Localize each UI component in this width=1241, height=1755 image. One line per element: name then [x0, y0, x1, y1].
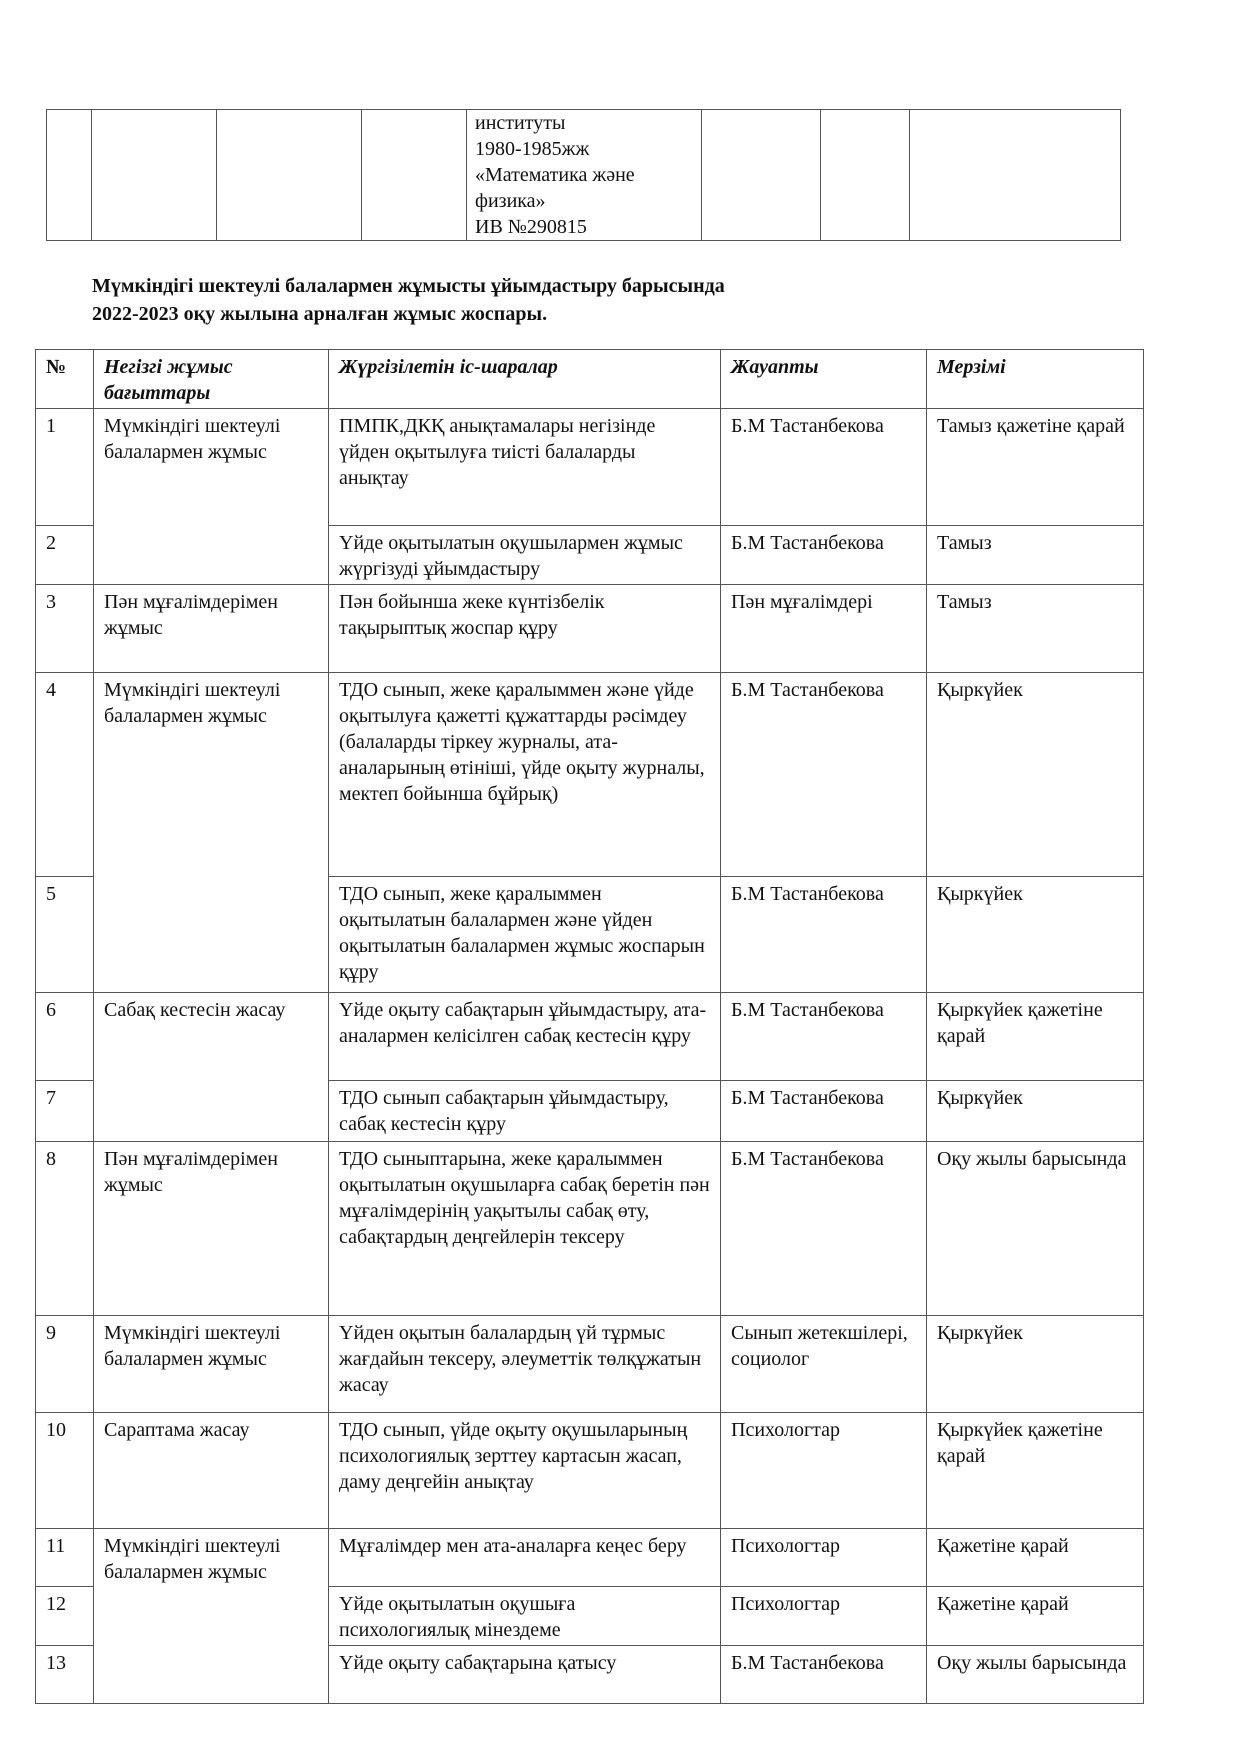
- row-responsible: Психологтар: [721, 1587, 927, 1646]
- document-heading: [92, 272, 1092, 328]
- row-direction: Пән мұғалімдерімен жұмыс: [94, 1142, 329, 1316]
- row-deadline: Қажетіне қарай: [927, 1529, 1144, 1587]
- row-responsible: Б.М Тастанбекова: [721, 1081, 927, 1142]
- row-responsible: Б.М Тастанбекова: [721, 526, 927, 585]
- row-deadline: Тамыз: [927, 526, 1144, 585]
- top-table-cell: [217, 110, 362, 241]
- row-deadline: Қыркүйек: [927, 673, 1144, 877]
- row-activity: ТДО сынып, үйде оқыту оқушыларының психологиялық зерттеу картасын жасап, даму деңгейін анықтау: [329, 1413, 721, 1529]
- row-responsible: Психологтар: [721, 1413, 927, 1529]
- table-row: [36, 409, 1144, 526]
- row-number: 6: [36, 993, 94, 1081]
- row-responsible: Б.М Тастанбекова: [721, 993, 927, 1081]
- top-table-cell: [362, 110, 467, 241]
- row-activity: Үйде оқыту сабақтарына қатысу: [329, 1646, 721, 1704]
- row-deadline: Қыркүйек қажетіне қарай: [927, 1413, 1144, 1529]
- row-responsible: Б.М Тастанбекова: [721, 877, 927, 993]
- row-number: 9: [36, 1316, 94, 1413]
- heading-line-1: Мүмкіндігі шектеулі балалармен жұмысты ұйымдастыру барысында: [92, 275, 725, 297]
- row-number: 5: [36, 877, 94, 993]
- row-direction: Мүмкіндігі шектеулі балалармен жұмыс: [94, 409, 329, 585]
- row-number: 10: [36, 1413, 94, 1529]
- row-activity: Үйде оқытылатын оқушылармен жұмыс жүргізуді ұйымдастыру: [329, 526, 721, 585]
- row-activity: ТДО сынып сабақтарын ұйымдастыру, сабақ кестесін құру: [329, 1081, 721, 1142]
- row-number: 3: [36, 585, 94, 673]
- table-row: [36, 1529, 1144, 1587]
- row-number: 7: [36, 1081, 94, 1142]
- row-deadline: Оқу жылы барысында: [927, 1646, 1144, 1704]
- row-direction: Пән мұғалімдерімен жұмыс: [94, 585, 329, 673]
- heading-line-2: 2022-2023 оқу жылына арналған жұмыс жоспары.: [92, 303, 548, 325]
- row-deadline: Қыркүйек: [927, 1081, 1144, 1142]
- row-deadline: Оқу жылы барысында: [927, 1142, 1144, 1316]
- row-activity: ТДО сыныптарына, жеке қаралыммен оқытылатын оқушыларға сабақ беретін пән мұғалімдерінің уақытылы сабақ өту, сабақтардың деңгейлерін тексеру: [329, 1142, 721, 1316]
- top-table-cell: [47, 110, 92, 241]
- row-deadline: Қыркүйек: [927, 877, 1144, 993]
- row-responsible: Психологтар: [721, 1529, 927, 1587]
- row-responsible: Б.М Тастанбекова: [721, 1142, 927, 1316]
- work-plan-table: [35, 349, 1144, 1704]
- header-responsible: Жауапты: [721, 350, 927, 409]
- table-row: [36, 1142, 1144, 1316]
- education-line: физика»: [475, 190, 546, 212]
- top-table-cell: [910, 110, 1121, 241]
- row-deadline: Тамыз қажетіне қарай: [927, 409, 1144, 526]
- row-activity: ТДО сынып, жеке қаралыммен оқытылатын балалармен және үйден оқытылатын балалармен жұмыс жоспарын құру: [329, 877, 721, 993]
- row-responsible: Сынып жетекшілері, социолог: [721, 1316, 927, 1413]
- row-direction: Сараптама жасау: [94, 1413, 329, 1529]
- top-table-cell: [702, 110, 821, 241]
- top-table-cell: [821, 110, 910, 241]
- row-deadline: Қыркүйек қажетіне қарай: [927, 993, 1144, 1081]
- row-number: 12: [36, 1587, 94, 1646]
- top-table-education-cell: [467, 110, 702, 241]
- header-deadline: Мерзімі: [927, 350, 1144, 409]
- row-direction: Мүмкіндігі шектеулі балалармен жұмыс: [94, 673, 329, 993]
- education-line: ИВ №290815: [475, 216, 587, 238]
- row-number: 1: [36, 409, 94, 526]
- row-activity: Үйде оқытылатын оқушыға психологиялық мінездеме: [329, 1587, 721, 1646]
- row-number: 8: [36, 1142, 94, 1316]
- education-line: 1980-1985жж: [475, 138, 590, 160]
- row-direction: Мүмкіндігі шектеулі балалармен жұмыс: [94, 1316, 329, 1413]
- row-activity: Мұғалімдер мен ата-аналарға кеңес беру: [329, 1529, 721, 1587]
- table-row: [36, 585, 1144, 673]
- row-responsible: Б.М Тастанбекова: [721, 673, 927, 877]
- row-direction: Мүмкіндігі шектеулі балалармен жұмыс: [94, 1529, 329, 1704]
- row-direction: Сабақ кестесін жасау: [94, 993, 329, 1142]
- education-line: институты: [475, 112, 566, 134]
- row-deadline: Қыркүйек: [927, 1316, 1144, 1413]
- row-activity: Үйде оқыту сабақтарын ұйымдастыру, ата-аналармен келісілген сабақ кестесін құру: [329, 993, 721, 1081]
- row-responsible: Б.М Тастанбекова: [721, 409, 927, 526]
- row-number: 11: [36, 1529, 94, 1587]
- header-activity: Жүргізілетін іс-шаралар: [329, 350, 721, 409]
- education-line: «Математика және: [475, 164, 635, 186]
- row-activity: Пән бойынша жеке күнтізбелік тақырыптық жоспар құру: [329, 585, 721, 673]
- row-responsible: Б.М Тастанбекова: [721, 1646, 927, 1704]
- row-number: 4: [36, 673, 94, 877]
- row-activity: ТДО сынып, жеке қаралыммен және үйде оқытылуға қажетті құжаттарды рәсімдеу (балаларды тіркеу журналы, ата-аналарының өтініші, үйде оқыту журналы, мектеп бойынша бұйрық): [329, 673, 721, 877]
- header-number: №: [36, 350, 94, 409]
- header-direction: Негізгі жұмыс бағыттары: [94, 350, 329, 409]
- row-number: 13: [36, 1646, 94, 1704]
- top-table-cell: [92, 110, 217, 241]
- table-row: [36, 1413, 1144, 1529]
- table-row: [36, 993, 1144, 1081]
- table-header-row: [36, 350, 1144, 409]
- table-row: [36, 673, 1144, 877]
- row-responsible: Пән мұғалімдері: [721, 585, 927, 673]
- previous-page-table-fragment: [46, 109, 1121, 241]
- row-number: 2: [36, 526, 94, 585]
- table-row: [36, 1316, 1144, 1413]
- row-deadline: Тамыз: [927, 585, 1144, 673]
- row-deadline: Қажетіне қарай: [927, 1587, 1144, 1646]
- row-activity: ПМПК,ДКҚ анықтамалары негізінде үйден оқытылуға тиісті балаларды анықтау: [329, 409, 721, 526]
- row-activity: Үйден оқытын балалардың үй тұрмыс жағдайын тексеру, әлеуметтік төлқұжатын жасау: [329, 1316, 721, 1413]
